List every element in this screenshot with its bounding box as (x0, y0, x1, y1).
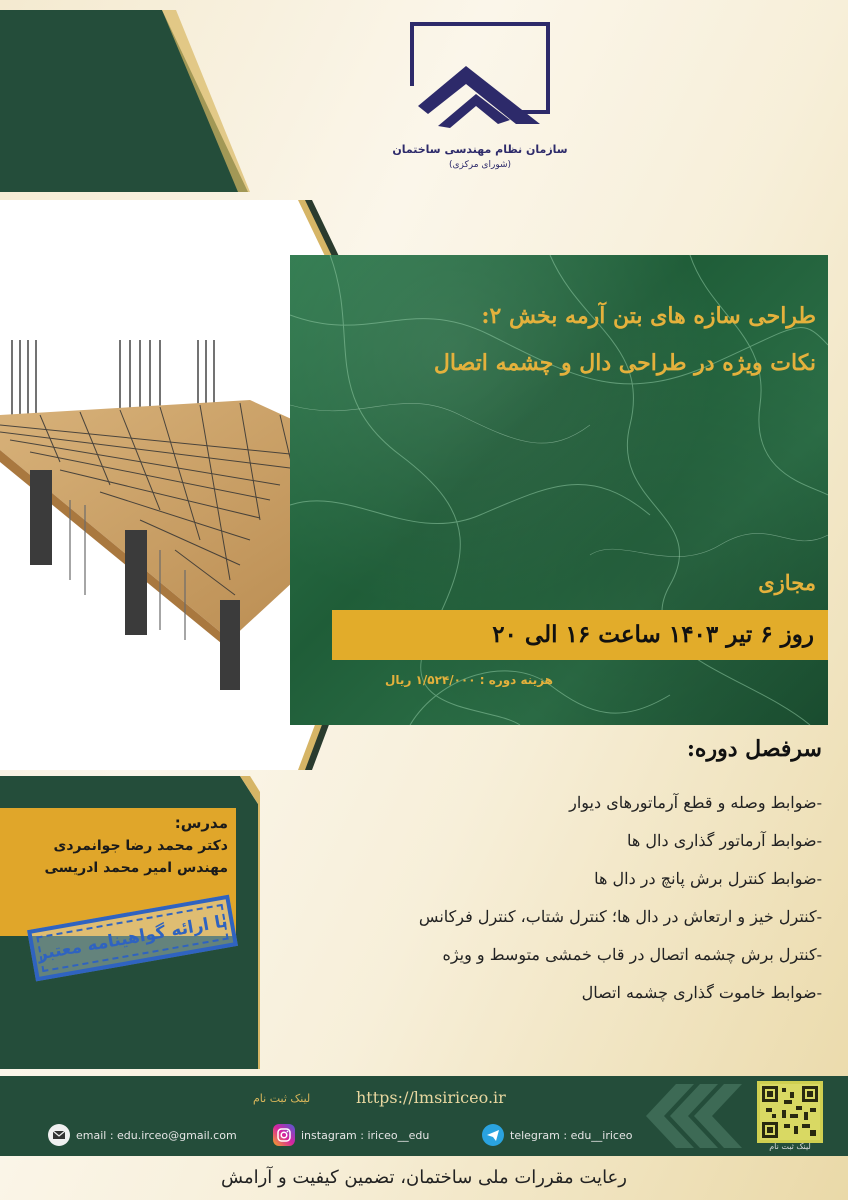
syllabus-item: -ضوابط وصله و قطع آرماتورهای دیوار (569, 793, 822, 812)
course-date-bar: روز ۶ تیر ۱۴۰۳ ساعت ۱۶ الی ۲۰ (332, 610, 828, 660)
telegram-text: telegram : edu__iriceo (510, 1128, 633, 1142)
organization-subtitle: (شورای مرکزی) (448, 160, 512, 170)
instructor-label: مدرس: (174, 814, 228, 832)
syllabus-item: -کنترل خیز و ارتعاش در دال ها؛ کنترل شتاب، کنترل فرکانس (418, 907, 822, 926)
organization-logo (380, 14, 580, 194)
syllabus-item: -ضوابط آرماتور گذاری دال ها (627, 831, 822, 850)
qr-code-label: لینک ثبت نام (769, 1142, 811, 1151)
email-icon (48, 1124, 70, 1146)
email-text: email : edu.irceo@gmail.com (76, 1128, 237, 1142)
course-title-panel (290, 255, 828, 725)
register-qr-code-icon[interactable] (757, 1081, 823, 1143)
email-contact[interactable] (48, 1124, 237, 1146)
instagram-icon (273, 1124, 295, 1146)
course-title-line1: طراحی سازه های بتن آرمه بخش ۲: (481, 303, 816, 329)
course-fee: هزینه دوره : ۱/۵۲۴/۰۰۰ ریال (385, 673, 553, 687)
certificate-stamp: با ارائه گواهینامه معتبر (27, 895, 238, 982)
syllabus-item: -ضوابط خاموت گذاری چشمه اتصال (581, 983, 822, 1002)
motto-text: رعایت مقررات ملی ساختمان، تضمین کیفیت و آرامش (221, 1167, 627, 1188)
syllabus-list (202, 784, 822, 1012)
footer-bar (0, 1076, 848, 1156)
register-link-label: لینک ثبت نام (253, 1092, 311, 1105)
course-title-line2: نکات ویژه در طراحی دال و چشمه اتصال (433, 350, 816, 376)
organization-name: سازمان نظام مهندسی ساختمان (392, 143, 568, 156)
course-mode: مجازی (758, 570, 816, 595)
instagram-contact[interactable] (273, 1124, 429, 1146)
instructor-name: مهندس امیر محمد ادریسی (44, 860, 228, 876)
register-url-link[interactable]: https://lmsiriceo.ir (356, 1088, 506, 1107)
chevrons-decor-icon (640, 1084, 750, 1148)
instructor-name: دکتر محمد رضا جوانمردی (53, 838, 228, 854)
building-roofs-logo-icon (390, 14, 570, 139)
syllabus-item: -ضوابط کنترل برش پانچ در دال ها (594, 869, 822, 888)
telegram-contact[interactable] (482, 1124, 632, 1146)
syllabus-title: سرفصل دوره: (686, 736, 822, 762)
syllabus-item: -کنترل برش چشمه اتصال در قاب خمشی متوسط و ویژه (442, 945, 822, 964)
top-left-decor-band (0, 10, 250, 192)
telegram-icon (482, 1124, 504, 1146)
instagram-text: instagram : iriceo__edu (301, 1128, 430, 1142)
